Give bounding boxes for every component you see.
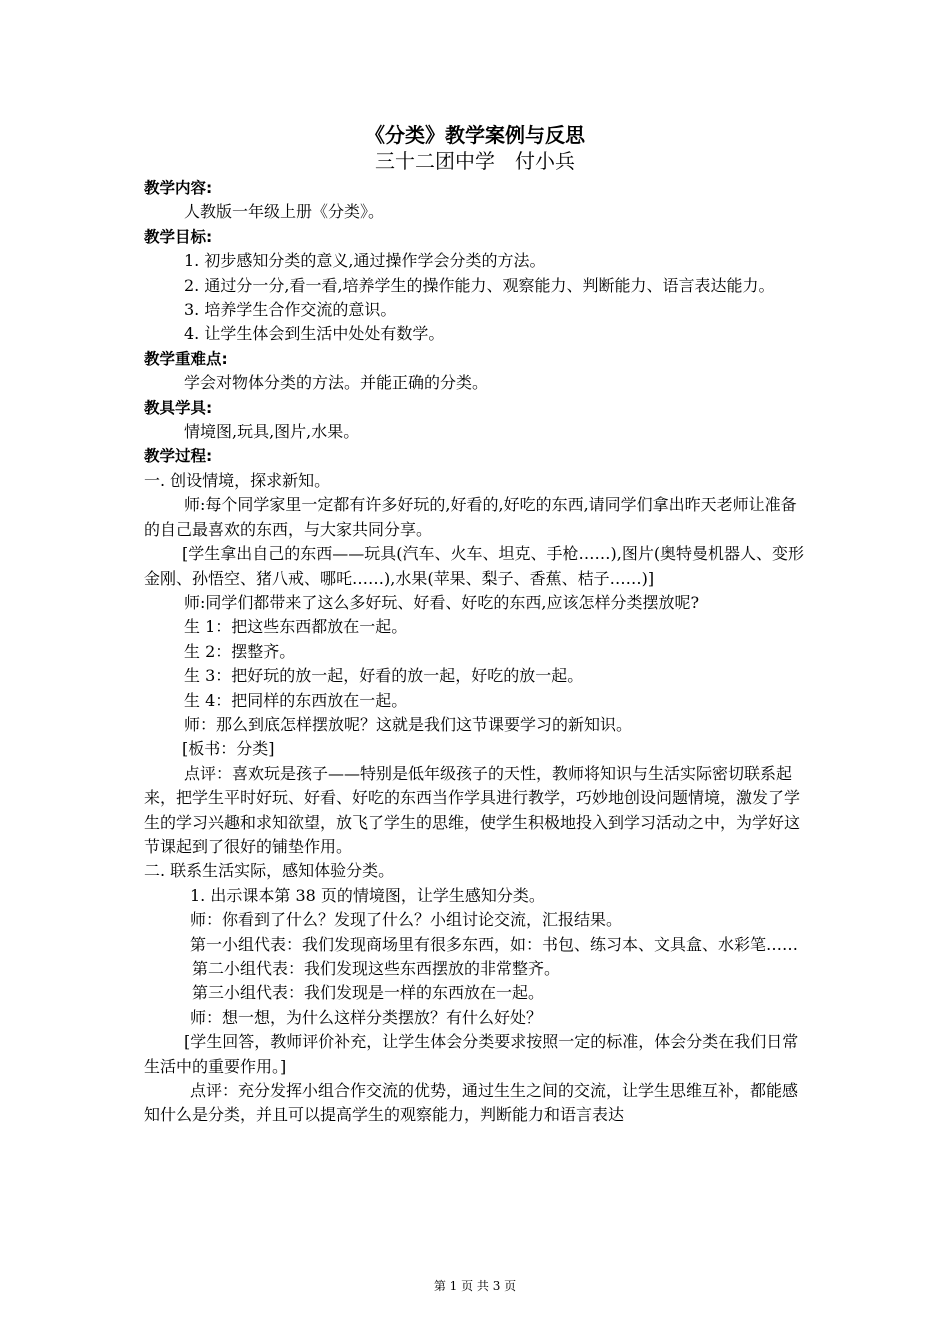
document-title: 《分类》教学案例与反思	[365, 123, 585, 147]
body-paragraph: 第二小组代表：我们发现这些东西摆放的非常整齐。	[192, 959, 561, 978]
body-paragraph: [学生回答，教师评价补充，让学生体会分类要求按照一定的标准，体会分类在我们日常生活中的重要作用。]	[144, 1032, 799, 1076]
body-paragraph: 第三小组代表：我们发现是一样的东西放在一起。	[192, 983, 545, 1003]
section-heading: 教学内容:	[144, 179, 213, 197]
body-paragraph: 人教版一年级上册《分类》。	[184, 202, 385, 222]
body-paragraph: 师:每个同学家里一定都有许多好玩的,好看的,好吃的东西,请同学们拿出昨天老师让准备的自己最喜欢的东西，与大家共同分享。	[144, 495, 797, 539]
body-paragraph: 学会对物体分类的方法。并能正确的分类。	[184, 373, 489, 393]
body-paragraph: 情境图,玩具,图片,水果。	[184, 422, 360, 442]
body-paragraph: 生 1：把这些东西都放在一起。	[184, 617, 408, 637]
body-paragraph: 3. 培养学生合作交流的意识。	[184, 300, 397, 320]
body-paragraph: 师:同学们都带来了这么多好玩、好看、好吃的东西,应该怎样分类摆放呢?	[184, 592, 700, 612]
section-heading: 教学过程:	[144, 447, 213, 466]
body-paragraph: 生 2：摆整齐。	[184, 641, 296, 661]
body-paragraph: 点评：喜欢玩是孩子——特别是低年级孩子的天性，教师将知识与生活实际密切联系起来，把学生平时好玩、好看、好吃的东西当作学具进行教学，巧妙地创设问题情境，激发了学生的学习兴趣和求知欲望，放飞了学生的思维，使学生积极地投入到学习活动之中，为学好这节课起到了很好的铺垫作用。	[144, 763, 801, 856]
body-paragraph: 2. 通过分一分,看一看,培养学生的操作能力、观察能力、判断能力、语言表达能力。	[184, 275, 775, 295]
body-paragraph: 一. 创设情境，探求新知。	[144, 470, 331, 490]
body-paragraph: 1. 初步感知分类的意义,通过操作学会分类的方法。	[184, 251, 546, 271]
section-heading: 教具学具:	[144, 398, 213, 417]
body-paragraph: [板书：分类]	[182, 739, 275, 759]
body-paragraph: 师：你看到了什么？发现了什么？小组讨论交流，汇报结果。	[190, 910, 623, 930]
body-paragraph: 师：那么到底怎样摆放呢？这就是我们这节课要学习的新知识。	[184, 714, 633, 734]
body-paragraph: 第一小组代表：我们发现商场里有很多东西，如：书包、练习本、文具盒、水彩笔……	[190, 934, 799, 954]
page-footer: 第 1 页 共 3 页	[433, 1279, 517, 1293]
document-body	[144, 176, 806, 1128]
body-paragraph: 师：想一想，为什么这样分类摆放？有什么好处？	[190, 1007, 543, 1027]
document-author: 三十二团中学 付小兵	[375, 149, 575, 173]
body-paragraph: 1. 出示课本第 38 页的情境图，让学生感知分类。	[190, 885, 545, 905]
body-paragraph: 生 3：把好玩的放一起，好看的放一起，好吃的放一起。	[184, 666, 584, 686]
body-paragraph: 4. 让学生体会到生活中处处有数学。	[184, 324, 445, 344]
section-heading: 教学目标:	[144, 227, 213, 246]
section-heading: 教学重难点:	[144, 349, 228, 368]
body-paragraph: 点评：充分发挥小组合作交流的优势，通过生生之间的交流，让学生思维互补，都能感知什么是分类，并且可以提高学生的观察能力，判断能力和语言表达	[144, 1081, 799, 1125]
body-paragraph: 二. 联系生活实际，感知体验分类。	[144, 861, 395, 881]
body-paragraph: [学生拿出自己的东西——玩具(汽车、火车、坦克、手枪……),图片(奥特曼机器人、变形金刚、孙悟空、猪八戒、哪吒……),水果(苹果、梨子、香蕉、桔子……)]	[144, 544, 805, 588]
body-paragraph: 生 4：把同样的东西放在一起。	[184, 690, 408, 710]
